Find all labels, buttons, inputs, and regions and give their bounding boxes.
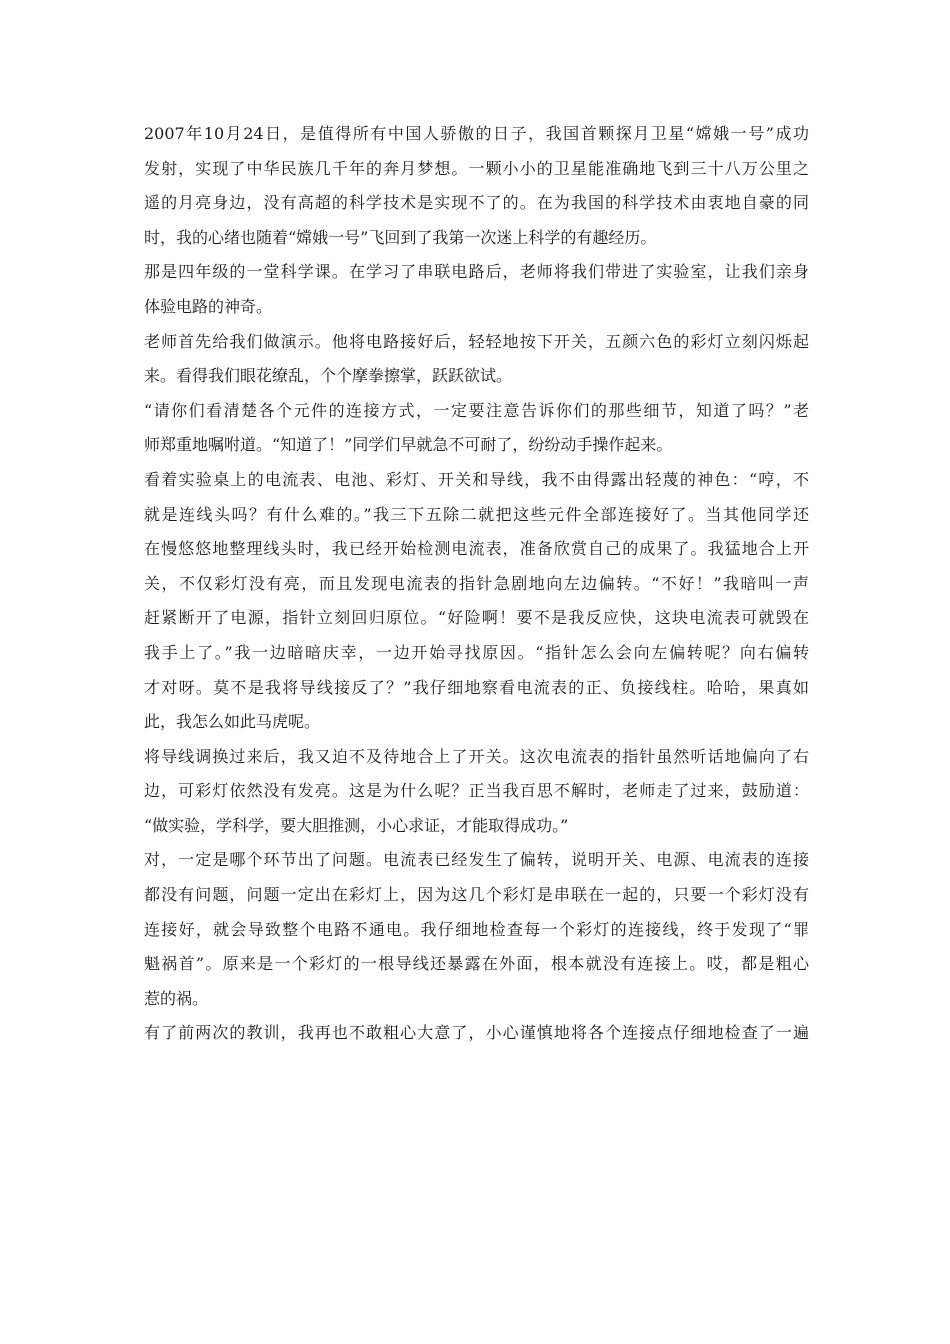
text-line: 时，我的心绪也随着“嫦娥一号”飞回到了我第一次迷上科学的有趣经历。	[144, 227, 657, 247]
text-line: 体验电路的神奇。	[144, 296, 273, 316]
text-line: 老师首先给我们做演示。他将电路接好后，轻轻地按下开关，五颜六色的彩灯立刻闪烁起	[144, 331, 809, 351]
text-line: 将导线调换过来后，我又迫不及待地合上了开关。这次电流表的指针虽然听话地偏向了右	[144, 746, 809, 766]
text-line: 都没有问题，问题一定出在彩灯上，因为这几个彩灯是串联在一起的，只要一个彩灯没有	[144, 885, 809, 905]
text-line: 魁祸首”。原来是一个彩灯的一根导线还暴露在外面，根本就没有连接上。哎，都是粗心	[144, 954, 809, 974]
text-line: 发射，实现了中华民族几千年的奔月梦想。一颗小小的卫星能准确地飞到三十八万公里之	[144, 158, 809, 178]
text-line: 我手上了。”我一边暗暗庆幸，一边开始寻找原因。“指针怎么会向左偏转呢？向右偏转	[144, 642, 809, 662]
text-line: 在慢悠悠地整理线头时，我已经开始检测电流表，准备欣赏自己的成果了。我猛地合上开	[144, 539, 809, 559]
essay-body	[144, 117, 809, 1051]
text-line: 对，一定是哪个环节出了问题。电流表已经发生了偏转，说明开关、电源、电流表的连接	[144, 850, 809, 870]
text-line: 那是四年级的一堂科学课。在学习了串联电路后，老师将我们带进了实验室，让我们亲身	[144, 262, 809, 282]
text-line: 惹的祸。	[144, 988, 209, 1008]
text-line: 2007年10月24日，是值得所有中国人骄傲的日子，我国首颗探月卫星“嫦娥一号”成功	[144, 124, 809, 143]
text-line: 看着实验桌上的电流表、电池、彩灯、开关和导线，我不由得露出轻蔑的神色：“哼，不	[144, 469, 809, 489]
text-line: 才对呀。莫不是我将导线接反了？”我仔细地察看电流表的正、负接线柱。哈哈，果真如	[144, 677, 809, 697]
text-line: 来。看得我们眼花缭乱，个个摩拳擦掌，跃跃欲试。	[144, 366, 513, 386]
text-line: 连接好，就会导致整个电路不通电。我仔细地检查每一个彩灯的连接线，终于发现了“罪	[144, 919, 809, 939]
text-line: “请你们看清楚各个元件的连接方式，一定要注意告诉你们的那些细节，知道了吗？”老	[144, 400, 809, 420]
text-line: “做实验，学科学，要大胆推测，小心求证，才能取得成功。”	[144, 815, 569, 835]
text-line: 师郑重地嘱咐道。“知道了！”同学们早就急不可耐了，纷纷动手操作起来。	[144, 435, 673, 455]
text-line: 赶紧断开了电源，指针立刻回归原位。“好险啊！要不是我反应快，这块电流表可就毁在	[144, 608, 809, 628]
text-line: 此，我怎么如此马虎呢。	[144, 712, 321, 732]
text-line: 有了前两次的教训，我再也不敢粗心大意了，小心谨慎地将各个连接点仔细地检查了一遍	[144, 1023, 809, 1043]
text-line: 就是连线头吗？有什么难的。”我三下五除二就把这些元件全部连接好了。当其他同学还	[144, 504, 809, 524]
text-line: 边，可彩灯依然没有发亮。这是为什么呢？正当我百思不解时，老师走了过来，鼓励道：	[144, 781, 809, 801]
text-line: 遥的月亮身边，没有高超的科学技术是实现不了的。在为我国的科学技术由衷地自豪的同	[144, 193, 809, 213]
text-line: 关，不仅彩灯没有亮，而且发现电流表的指针急剧地向左边偏转。“不好！”我暗叫一声	[144, 573, 809, 593]
